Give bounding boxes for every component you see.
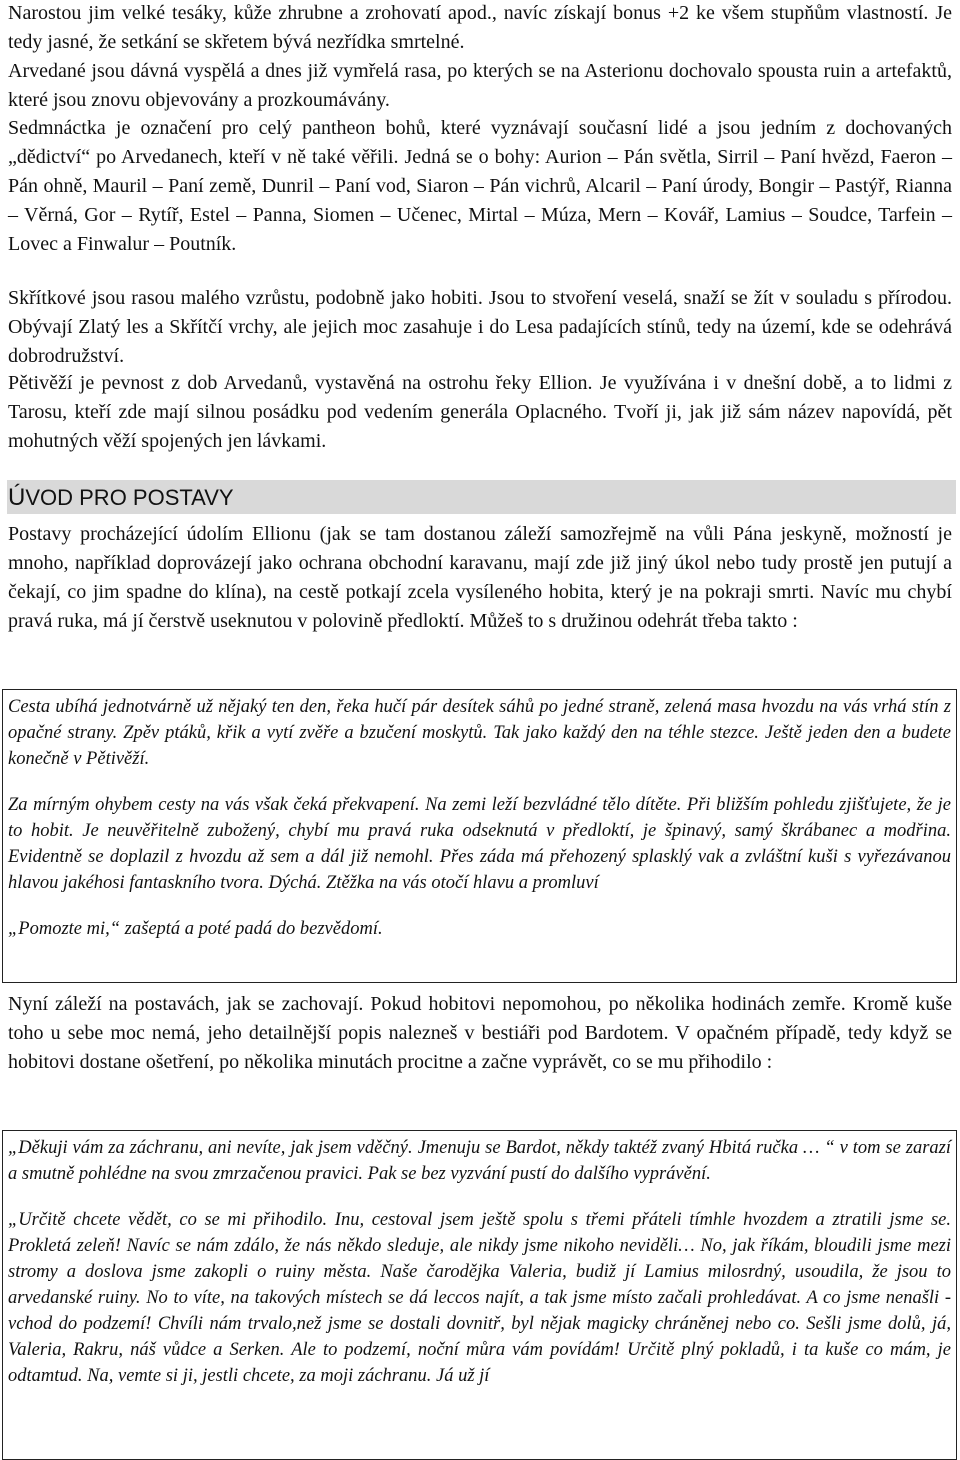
paragraph-arvedans: Arvedané jsou dávná vyspělá a dnes již vymřelá rasa, po kterých se na Asterionu dochovalo spousta ruin a artefaktů, které jsou znovu objevovány a prozkoumávány. [8, 60, 952, 111]
section-heading-initial: Ú [8, 484, 26, 511]
paragraph-seventeen-gods: Sedmnáctka je označení pro celý pantheon bohů, které vyznávají současní lidé a jsou jedním z dochovaných „dědictví“ po Arvedanech, kteří v ně také věřili. Jedná se o bohy: Aurion – Pán světla, Sirril – Paní hvězd, Faeron – Pán ohně, Mauril – Paní země, Dunril – Paní vod, Siaron – Pán vichrů, Alcaril – Paní úrody, Bongir – Pastýř, Rianna – Věrná, Gor – Rytíř, Estel – Panna, Siomen – Učenec, Mirtal – Múza, Mern – Kovář, Lamius – Soudce, Tarfein – Lovec a Finwalur – Poutník. [8, 117, 952, 255]
paragraph-orc-bonus: Narostou jim velké tesáky, kůže zhrubne a zrohovatí apod., navíc získají bonus +2 ke všem stupňům vlastností. Je tedy jasné, že setkání se skřetem bývá nezřídka smrtelné. [8, 2, 952, 53]
box-paragraph: „Děkuji vám za záchranu, ani nevíte, jak jsem vděčný. Jmenuju se Bardot, někdy taktéž zvaný Hbitá ručka … “ v tom se zarazí a smutně pohlédne na svou zmrzačenou pravici. Pak se bez vyzvání pustí do dalšího vyprávění. [8, 1138, 951, 1184]
box-paragraph: „Určitě chcete vědět, co se mi přihodilo. Inu, cestoval jsem ještě spolu s třemi přáteli tímhle hvozdem a ztratili jsme se. Prokletá zeleň! Navíc se nám zdálo, že nás někdo sleduje, ale nikdy jsme nikoho neviděli… No, jak říkám, bloudili jsme mezi stromy a doslova jsme zakopli o ruiny města. Naše čarodějka Valeria, budiž jí Lamius milosrdný, usoudila, že jsou to arvedanské ruiny. No to víte, na takových místech se dá leccos najít, a tak jsme místo začali prohledávat. A co jsme nenašli - vchod do podzemí! Chvíli nám trvalo,než jsme se dostali dovnitř, byl nějak magicky chráněnej nebo co. Sešli jsme dolů, já, Valeria, Rakru, náš vůdce a Serken. Ale to podzemí, noční můra vám povídám! Určitě plný pokladů, i ta kuše co mám, je odtamtud. Na, vemte si ji, jestli chcete, za moji záchranu. Já už jí [8, 1210, 951, 1386]
narrative-box-bardot [2, 1130, 957, 1460]
box-paragraph: Cesta ubíhá jednotvárně už nějaký ten den, řeka hučí pár desítek sáhů po jedné straně, zelená masa hvozdu na vás vrhá stín z opačné strany. Zpěv ptáků, křik a vytí zvěře a bzučení moskytů. Tak jako každý den na téhle stezce. Ještě jeden den a budete konečně v Pětivěží. [8, 697, 951, 769]
section-heading-text: VOD PRO POSTAVY [25, 485, 234, 510]
narrative-box-encounter [2, 689, 957, 983]
paragraph-five-towers: Pětivěží je pevnost z dob Arvedanů, vystavěná na ostrohu řeky Ellion. Je využívána i v dnešní době, a to lidmi z Tarosu, kteří zde mají silnou posádku pod vedením generála Oplacného. Tvoří ji, jak již sám název napovídá, pět mohutných věží spojených jen lávkami. [8, 372, 952, 452]
box-paragraph: „Pomozte mi,“ zašeptá a poté padá do bezvědomí. [8, 919, 383, 939]
section-heading [7, 480, 956, 514]
middle-paragraph: Nyní záleží na postavách, jak se zachovají. Pokud hobitovi nepomohou, po několika hodinách zemře. Kromě kuše toho u sebe moc nemá, jeho detailnější popis nalezneš v bestiáři pod Bardotem. V opačném případě, tedy když se hobitovi dostane ošetření, po několika minutách procitne a začne vyprávět, co se mu přihodilo : [8, 993, 952, 1073]
box-paragraph: Za mírným ohybem cesty na vás však čeká překvapení. Na zemi leží bezvládné tělo dítěte. Při bližším pohledu zjišťujete, že je to hobit. Je neuvěřitelně zubožený, chybí mu pravá ruka odseknutá v předloktí, je špinavý, samý škrábanec a modřina. Evidentně se doplazil z hvozdu až sem a dál již nemohl. Přes záda má přehozený splasklý vak a zvláštní kuši s vyřezávanou hlavou jakéhosi fantaskního tvora. Dýchá. Ztěžka na vás otočí hlavu a promluví [8, 795, 951, 893]
intro-paragraph: Postavy procházející údolím Ellionu (jak se tam dostanou záleží samozřejmě na vůli Pána jeskyně, možností je mnoho, například doprovázejí jako ochrana obchodní karavanu, mají zde již jiný úkol nebo tudy prostě jen putují a čekají, co jim spadne do klína), na cestě potkají zcela vysíleného hobita, který je na pokraji smrti. Navíc mu chybí pravá ruka, má jí čerstvě useknutou v polovině předloktí. Můžeš to s družinou odehrát třeba takto : [8, 523, 952, 632]
paragraph-sprites: Skřítkové jsou rasou malého vzrůstu, podobně jako hobiti. Jsou to stvoření veselá, snaží se žít v souladu s přírodou. Obývají Zlatý les a Skřítčí vrchy, ale jejich moc zasahuje i do Lesa padajících stínů, tedy na území, kde se odehrává dobrodružství. [8, 287, 952, 367]
